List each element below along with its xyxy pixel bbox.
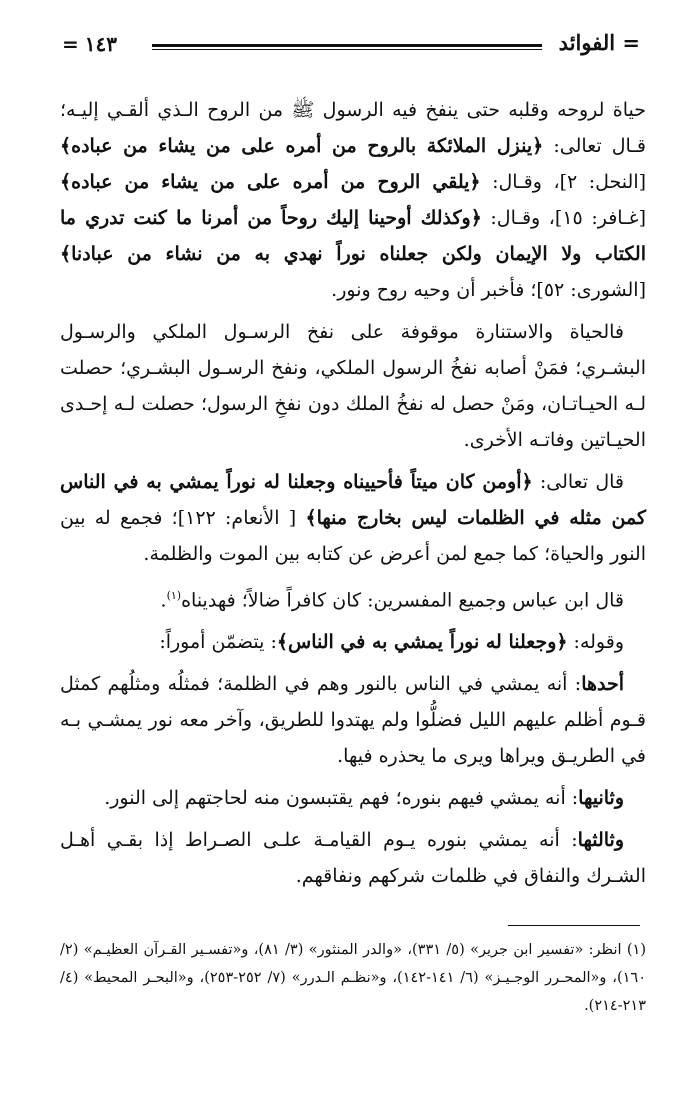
text-run: : أنه يمشي بنوره يـوم القيامـة علـى الصـراط إذا بقـي أهـل الشـرك والنفاق في ظلمات شركهم ونفاقهم. [60,829,646,888]
footnotes [60,936,646,1020]
paragraph [60,780,646,816]
footnote: (١) انظر: «تفسير ابن جرير» (٥/ ٣٣١)، «والدر المنثور» (٣/ ٨١)، و«تفسـير القـرآن العظيـم» (٢/ ١٦٠)، و«المحـرر الوجـيـز» (٦/ ١٤١-١٤٢)، و«نظـم الـدرر» (٧/ ٢٥٢-٢٥٣)، و«البحـر المحيط» (٤/ ٢١٣-٢١٤). [60,942,647,1014]
footnote-divider [508,925,640,926]
text-run: [غـافر: ١٥]، وقـال: [481,207,646,229]
body-text [60,92,646,900]
footnote-ref: (١) [166,589,182,602]
text-run: وقوله: [567,631,624,654]
text-run: قال ابن عباس وجميع المفسرين: كان كافراً ضالاً؛ فهديناه [181,589,624,612]
paragraph [60,624,646,660]
header-rule [152,44,542,50]
point-heading: وثالثها [577,829,624,852]
quran-verse: ﴿أومن كان ميتاً فأحييناه وجعلنا له نوراً يمشي به في الناس كمن مثله في الظلمات ليس بخارج منها﴾ [60,471,646,529]
page-header [62,30,640,64]
paragraph [60,578,646,618]
point-heading: أحدها [581,673,624,696]
text-run: : يتضمّن أموراً: [159,631,277,654]
point-heading: وثانيها [578,787,624,810]
running-title: = الفوائد [558,30,640,55]
header-dash: = [62,32,79,56]
text-run: : أنه يمشي فيهم بنوره؛ فهم يقتبسون منه لحاجتهم إلى النور. [104,787,579,810]
page-number: ١٤٣ [84,32,117,56]
quran-verse: ﴿يلقي الروح من أمره على من يشاء من عباده﴾ [60,171,481,193]
text-run: حياة لروحه وقلبه حتى ينفخ فيه الرسول ﷺ من الروح الـذي ألقـي إليـه؛ قـال تعالى: [60,99,646,157]
text-run: . [160,589,167,612]
text-run: [الشورى: ٥٢]؛ فأخبر أن وحيه روح ونور. [331,279,646,301]
paragraph [60,92,646,308]
quran-verse: ﴿وكذلك أوحينا إليك روحاً من أمرنا ما كنت تدري ما الكتاب ولا الإيمان ولكن جعلناه نوراً نهدي به من نشاء من عبادنا﴾ [60,207,646,265]
quran-verse: ﴿وجعلنا له نوراً يمشي به في الناس﴾ [276,631,568,654]
text-run: [النحل: ٢]، وقـال: [480,171,647,193]
page-number-group [62,32,117,56]
paragraph [60,464,646,572]
paragraph [60,822,646,894]
text-run: قال تعالى: [532,471,624,493]
text-run: [ الأنعام: ١٢٢]؛ فجمع له بين النور والحياة؛ كما جمع لمن أعرض عن كتابه بين الموت والظلمة. [60,507,646,565]
paragraph [60,666,646,774]
paragraph [60,314,646,458]
text-run: فالحياة والاستنارة موقوفة على نفخ الرسـول الملكي والرسـول البشـري؛ فمَنْ أصابه نفخُ الرسول الملكي، ونفخ الرسـول البشـري؛ حصلت لـه الحيـاتـان، ومَنْ حصل له نفخُ الملك دون نفخِ الرسول؛ حصلت لـه إحـدى الحيـاتين وفاتـه الأخرى. [60,321,646,451]
quran-verse: ﴿ينزل الملائكة بالروح من أمره على من يشاء من عباده﴾ [60,135,544,157]
text-run: : أنه يمشي في الناس بالنور وهم في الظلمة؛ فمثلُه ومثلُهم كمثل قـوم أظلم عليهم الليل فضلُّوا ولم يهتدوا للطريق، وآخر معه نور يمشـي بـه في الطريـق ويراها ويرى ما يحذره فيها. [60,673,646,768]
